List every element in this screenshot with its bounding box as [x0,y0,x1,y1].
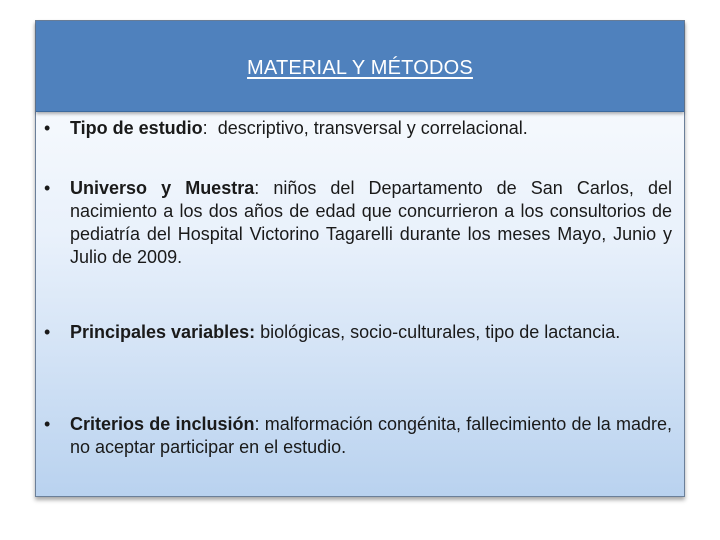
list-item-universe-sample [44,177,672,269]
list-item-body: malformación congénita, fallecimiento de la madre, no aceptar participar en el estudio. [70,414,672,457]
slide-title: MATERIAL Y MÉTODOS [247,56,473,79]
list-item-body: biológicas, socio-culturales, tipo de lactancia. [255,322,621,342]
bullet-icon: • [44,118,51,138]
list-item-body: niños del Departamento de San Carlos, del nacimiento a los dos años de edad que concurrieron a los consultorios de pediatría del Hospital Victorino Tagarelli durante los meses Mayo, Junio y Julio de 2009. [70,178,672,267]
list-item-text [70,321,672,344]
list-item-label: Criterios de inclusión [70,414,255,434]
list-item-label: Tipo de estudio [70,118,203,138]
bullet-icon: • [44,414,51,434]
list-item-separator: : [254,414,260,434]
list-item-text [70,177,672,269]
list-item-body: descriptivo, transversal y correlacional. [207,118,528,138]
list-item-label: Principales variables: [70,322,256,342]
list-item-inclusion-criteria [44,413,672,459]
list-item-text [70,117,672,140]
list-item-separator: : [254,178,260,198]
bullet-icon: • [44,322,51,342]
list-item-study-type [44,117,672,140]
list-item-separator: : [202,118,208,138]
bullet-icon: • [44,178,51,198]
list-item-text [70,413,672,459]
list-item-label: Universo y Muestra [70,178,255,198]
bullet-list [36,21,684,496]
list-item-main-variables [44,321,672,344]
slide-content-box [35,20,685,497]
